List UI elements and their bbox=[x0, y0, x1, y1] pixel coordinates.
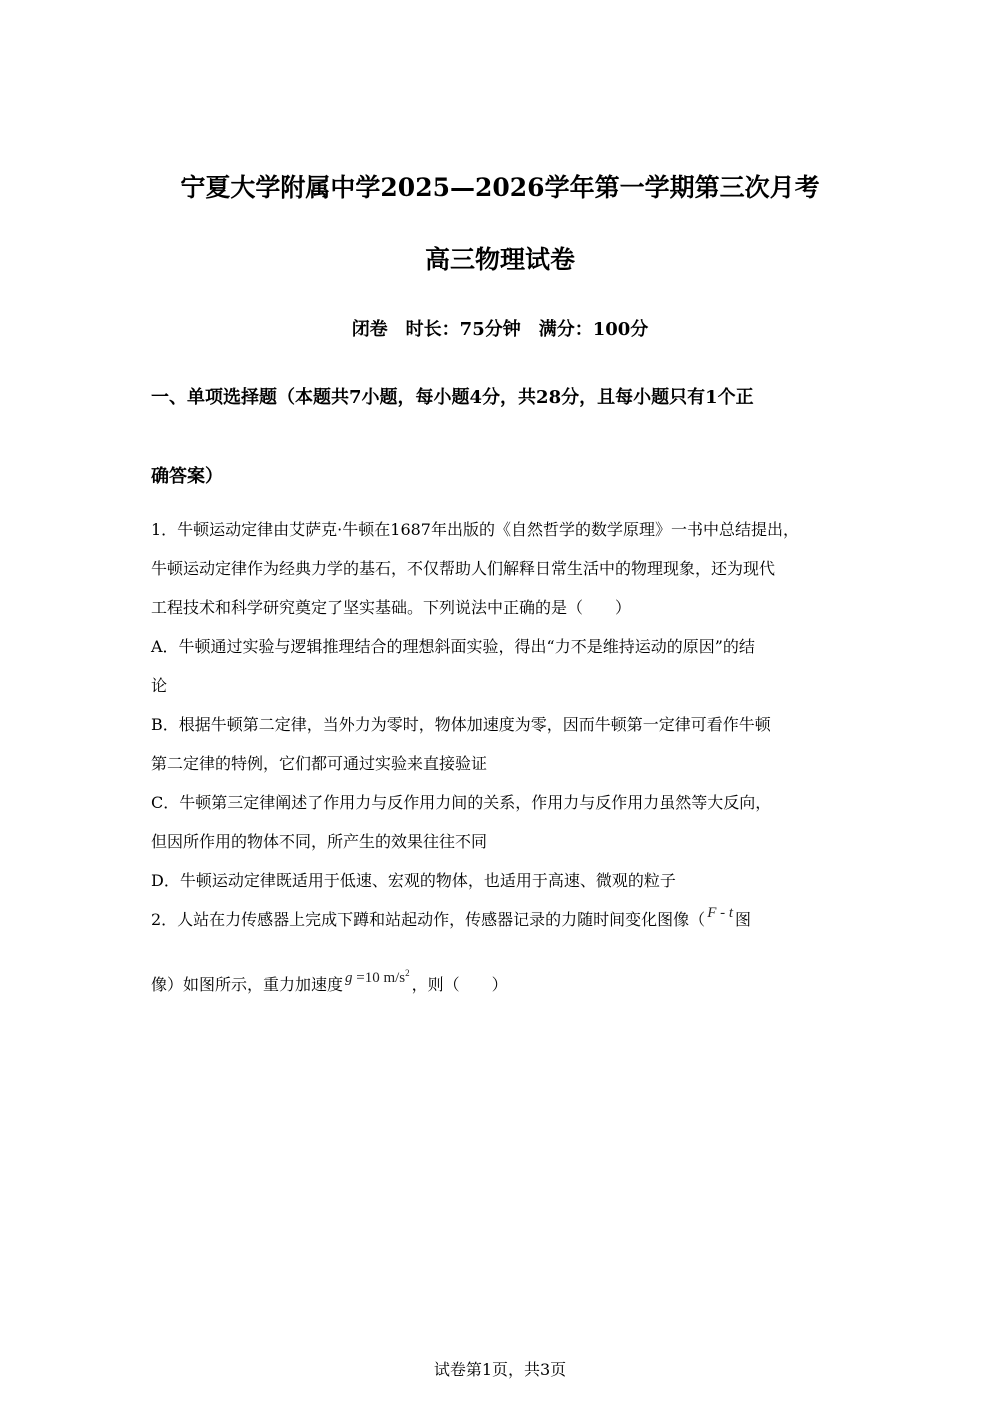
page-footer: 试卷第1页，共3页 bbox=[433, 1360, 567, 1379]
q1-option-d: D．牛顿运动定律既适用于低速、宏观的物体，也适用于高速、微观的粒子 bbox=[151, 871, 676, 890]
f-t-formula bbox=[705, 905, 735, 921]
q2-stem-line-1 bbox=[151, 907, 751, 930]
formula-exponent: 2 bbox=[405, 968, 410, 978]
q1-option-c-line-2: 但因所作用的物体不同，所产生的效果往往不同 bbox=[151, 832, 488, 851]
q1-option-a-line-2: 论 bbox=[151, 676, 168, 695]
q1-option-a-line-1: A．牛顿通过实验与逻辑推理结合的理想斜面实验，得出“力不是维持运动的原因”的结 bbox=[151, 637, 755, 656]
q1-option-c-line-1: C．牛顿第三定律阐述了作用力与反作用力间的关系，作用力与反作用力虽然等大反向， bbox=[151, 793, 772, 812]
section-heading-line-2: 确答案） bbox=[151, 466, 223, 487]
q2-stem-line-1-text: 2．人站在力传感器上完成下蹲和站起动作，传感器记录的力随时间变化图像（ bbox=[151, 910, 706, 929]
q1-stem-line-1: 1．牛顿运动定律由艾萨克·牛顿在1687年出版的《自然哲学的数学原理》一书中总结提出， bbox=[151, 520, 799, 539]
q2-stem-line-2 bbox=[151, 968, 508, 995]
formula-t: t bbox=[728, 905, 734, 921]
gravity-formula bbox=[343, 970, 412, 986]
q1-stem-line-2: 牛顿运动定律作为经典力学的基石，不仅帮助人们解释日常生活中的物理现象，还为现代 bbox=[151, 559, 776, 578]
q1-option-b-line-1: B．根据牛顿第二定律，当外力为零时，物体加速度为零，因而牛顿第一定律可看作牛顿 bbox=[151, 715, 771, 734]
formula-g: g bbox=[345, 970, 353, 986]
exam-meta: 闭卷 时长：75分钟 满分：100分 bbox=[351, 319, 649, 340]
q2-stem-line-2-tail: ，则（ ） bbox=[411, 975, 508, 994]
q1-stem-line-3: 工程技术和科学研究奠定了坚实基础。下列说法中正确的是（ ） bbox=[151, 598, 632, 617]
formula-dash: - bbox=[716, 905, 729, 921]
formula-f: F bbox=[707, 905, 717, 921]
q2-stem-line-2-text: 像）如图所示，重力加速度 bbox=[151, 975, 344, 994]
section-heading-line-1: 一、单项选择题（本题共7小题，每小题4分，共28分，且每小题只有1个正 bbox=[151, 387, 754, 408]
q2-stem-line-1-tail: 图 bbox=[735, 910, 752, 929]
formula-value: =10 m/s bbox=[352, 970, 406, 986]
exam-title: 宁夏大学附属中学2025—2026学年第一学期第三次月考 bbox=[180, 173, 820, 202]
q1-option-b-line-2: 第二定律的特例，它们都可通过实验来直接验证 bbox=[151, 754, 488, 773]
exam-subtitle: 高三物理试卷 bbox=[424, 245, 575, 274]
